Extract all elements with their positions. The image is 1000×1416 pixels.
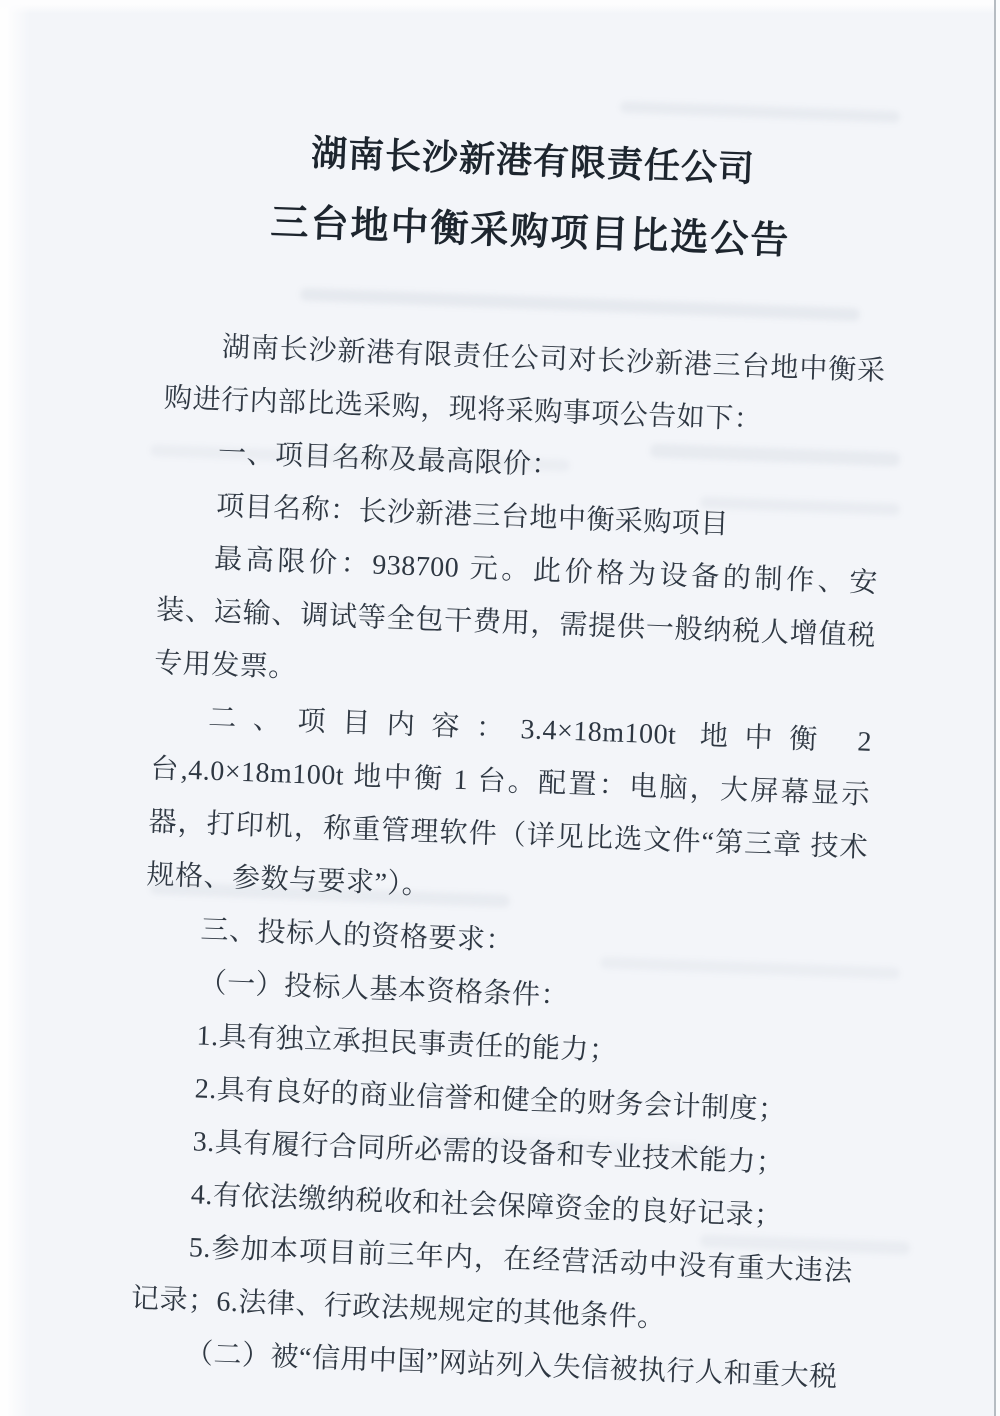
subsection-1-title: （一）投标人基本资格条件： <box>198 967 570 1013</box>
project-name-line: 项目名称：长沙新港三台地中衡采购项目 <box>215 490 730 541</box>
scan-left-border <box>0 0 30 1416</box>
intro-paragraph: 湖南长沙新港有限责任公司对长沙新港三台地中衡采购进行内部比选采购，现将采购事项公告如下： <box>163 331 887 436</box>
max-price-paragraph: 最高限价：938700 元。此价格为设备的制作、安装、运输、调试等全包干费用，需提供一般纳税人增值税专用发票。 <box>153 543 879 684</box>
scan-edge-white <box>996 0 1000 1416</box>
document-content <box>128 100 894 1405</box>
qualification-item-1: 1.具有独立承担民事责任的能力； <box>196 1020 619 1067</box>
scan-top-border <box>0 0 1000 14</box>
qualification-item-4: 4.有依法缴纳税收和社会保障资金的良好记录； <box>190 1179 784 1233</box>
section-1-title: 一、项目名称及最高限价： <box>217 437 561 482</box>
qualification-item-3: 3.具有履行合同所必需的设备和专业技术能力； <box>192 1126 786 1180</box>
qualification-item-2: 2.具有良好的商业信誉和健全的财务会计制度； <box>194 1073 787 1127</box>
section-2-paragraph: 二、项目内容：3.4×18m100t 地中衡 2 台,4.0×18m100t 地中衡 1 台。配置：电脑，大屏幕显示器，打印机，称重管理软件（详见比选文件“第三章 技术规格、参数与要求”）。 <box>146 702 873 901</box>
section-3-title: 三、投标人的资格要求： <box>200 914 515 957</box>
scan-edge-line <box>994 0 996 1416</box>
subsection-2-line: （二）被“信用中国”网站列入失信被执行人和重大税 <box>184 1338 839 1394</box>
document-title-line2: 三台地中衡采购项目比选公告 <box>269 201 791 263</box>
document-body <box>128 319 886 1405</box>
document-title-line1: 湖南长沙新港有限责任公司 <box>310 132 756 190</box>
qualification-item-5-6: 5.参加本项目前三年内，在经营活动中没有重大违法记录；6.法律、行政法规规定的其他条件。 <box>130 1232 854 1334</box>
